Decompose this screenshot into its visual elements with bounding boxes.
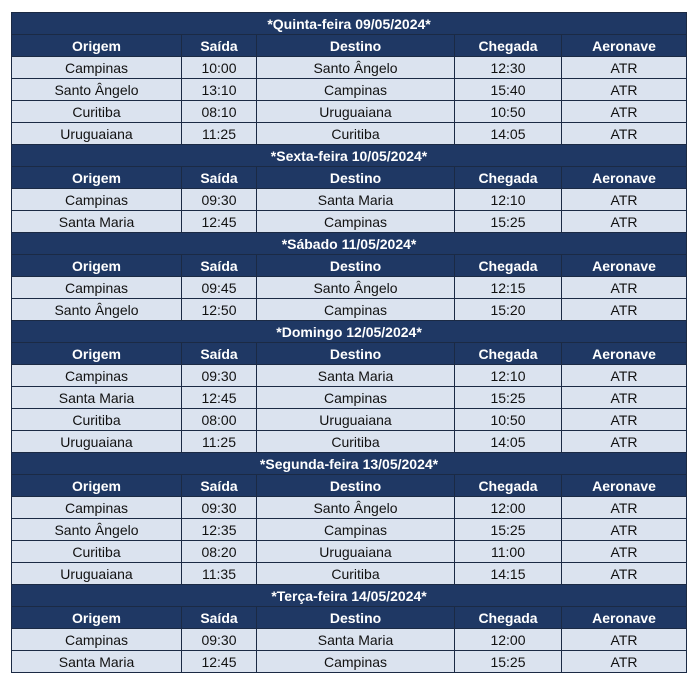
column-header-arrival: Chegada — [455, 35, 562, 57]
cell-aircraft: ATR — [562, 651, 687, 673]
cell-departure: 10:00 — [182, 57, 257, 79]
column-header-departure: Saída — [182, 475, 257, 497]
column-header-arrival: Chegada — [455, 475, 562, 497]
cell-origin: Campinas — [12, 365, 182, 387]
cell-origin: Campinas — [12, 57, 182, 79]
cell-aircraft: ATR — [562, 519, 687, 541]
table-row — [12, 79, 687, 101]
cell-arrival: 12:00 — [455, 629, 562, 651]
day-title: *Segunda-feira 13/05/2024* — [12, 453, 687, 475]
table-row — [12, 651, 687, 673]
cell-aircraft: ATR — [562, 563, 687, 585]
cell-origin: Campinas — [12, 497, 182, 519]
column-header-origin: Origem — [12, 343, 182, 365]
column-header-arrival: Chegada — [455, 343, 562, 365]
cell-arrival: 12:10 — [455, 189, 562, 211]
cell-destination: Santo Ângelo — [257, 497, 455, 519]
cell-departure: 11:35 — [182, 563, 257, 585]
cell-arrival: 15:25 — [455, 387, 562, 409]
column-header-destination: Destino — [257, 167, 455, 189]
cell-destination: Uruguaiana — [257, 541, 455, 563]
cell-arrival: 11:00 — [455, 541, 562, 563]
cell-origin: Campinas — [12, 189, 182, 211]
cell-destination: Santo Ângelo — [257, 277, 455, 299]
cell-arrival: 12:10 — [455, 365, 562, 387]
column-header-destination: Destino — [257, 343, 455, 365]
cell-departure: 09:30 — [182, 365, 257, 387]
cell-origin: Uruguaiana — [12, 431, 182, 453]
column-header-origin: Origem — [12, 607, 182, 629]
column-header-destination: Destino — [257, 255, 455, 277]
column-header-row — [12, 255, 687, 277]
cell-origin: Santa Maria — [12, 211, 182, 233]
table-row — [12, 541, 687, 563]
cell-arrival: 14:05 — [455, 123, 562, 145]
column-header-aircraft: Aeronave — [562, 475, 687, 497]
day-title: *Quinta-feira 09/05/2024* — [12, 13, 687, 35]
table-row — [12, 57, 687, 79]
cell-aircraft: ATR — [562, 211, 687, 233]
cell-departure: 08:00 — [182, 409, 257, 431]
column-header-row — [12, 475, 687, 497]
cell-departure: 08:20 — [182, 541, 257, 563]
cell-destination: Campinas — [257, 387, 455, 409]
day-header-row — [12, 233, 687, 255]
cell-origin: Campinas — [12, 277, 182, 299]
table-row — [12, 101, 687, 123]
cell-aircraft: ATR — [562, 189, 687, 211]
cell-destination: Curitiba — [257, 563, 455, 585]
day-title: *Sábado 11/05/2024* — [12, 233, 687, 255]
cell-destination: Santo Ângelo — [257, 57, 455, 79]
cell-destination: Campinas — [257, 519, 455, 541]
cell-arrival: 15:25 — [455, 519, 562, 541]
cell-departure: 12:50 — [182, 299, 257, 321]
column-header-destination: Destino — [257, 35, 455, 57]
cell-origin: Uruguaiana — [12, 123, 182, 145]
cell-aircraft: ATR — [562, 101, 687, 123]
cell-aircraft: ATR — [562, 431, 687, 453]
column-header-row — [12, 607, 687, 629]
column-header-aircraft: Aeronave — [562, 343, 687, 365]
cell-arrival: 15:40 — [455, 79, 562, 101]
column-header-departure: Saída — [182, 35, 257, 57]
cell-destination: Curitiba — [257, 431, 455, 453]
cell-aircraft: ATR — [562, 365, 687, 387]
cell-origin: Curitiba — [12, 409, 182, 431]
table-row — [12, 563, 687, 585]
schedule-body — [12, 13, 687, 673]
cell-departure: 08:10 — [182, 101, 257, 123]
flight-schedule — [11, 12, 686, 673]
cell-departure: 11:25 — [182, 123, 257, 145]
column-header-departure: Saída — [182, 255, 257, 277]
column-header-origin: Origem — [12, 475, 182, 497]
cell-destination: Uruguaiana — [257, 101, 455, 123]
column-header-aircraft: Aeronave — [562, 255, 687, 277]
column-header-destination: Destino — [257, 607, 455, 629]
column-header-arrival: Chegada — [455, 255, 562, 277]
table-row — [12, 123, 687, 145]
day-header-row — [12, 585, 687, 607]
cell-origin: Santo Ângelo — [12, 519, 182, 541]
cell-arrival: 15:25 — [455, 211, 562, 233]
column-header-destination: Destino — [257, 475, 455, 497]
column-header-aircraft: Aeronave — [562, 607, 687, 629]
column-header-arrival: Chegada — [455, 607, 562, 629]
cell-arrival: 12:00 — [455, 497, 562, 519]
cell-destination: Campinas — [257, 299, 455, 321]
day-header-row — [12, 145, 687, 167]
day-header-row — [12, 321, 687, 343]
cell-aircraft: ATR — [562, 57, 687, 79]
cell-departure: 11:25 — [182, 431, 257, 453]
cell-departure: 12:45 — [182, 387, 257, 409]
cell-origin: Curitiba — [12, 541, 182, 563]
column-header-departure: Saída — [182, 343, 257, 365]
cell-origin: Campinas — [12, 629, 182, 651]
cell-departure: 09:45 — [182, 277, 257, 299]
day-title: *Domingo 12/05/2024* — [12, 321, 687, 343]
cell-arrival: 10:50 — [455, 101, 562, 123]
cell-destination: Curitiba — [257, 123, 455, 145]
cell-aircraft: ATR — [562, 79, 687, 101]
column-header-row — [12, 35, 687, 57]
table-row — [12, 387, 687, 409]
table-row — [12, 497, 687, 519]
cell-destination: Campinas — [257, 211, 455, 233]
cell-arrival: 12:30 — [455, 57, 562, 79]
column-header-aircraft: Aeronave — [562, 35, 687, 57]
schedule-table — [11, 12, 687, 673]
cell-departure: 12:45 — [182, 211, 257, 233]
cell-aircraft: ATR — [562, 387, 687, 409]
cell-arrival: 15:25 — [455, 651, 562, 673]
cell-arrival: 12:15 — [455, 277, 562, 299]
cell-aircraft: ATR — [562, 123, 687, 145]
column-header-origin: Origem — [12, 255, 182, 277]
day-title: *Terça-feira 14/05/2024* — [12, 585, 687, 607]
cell-destination: Santa Maria — [257, 189, 455, 211]
cell-origin: Santa Maria — [12, 387, 182, 409]
cell-departure: 12:35 — [182, 519, 257, 541]
cell-destination: Campinas — [257, 79, 455, 101]
table-row — [12, 519, 687, 541]
cell-departure: 13:10 — [182, 79, 257, 101]
table-row — [12, 431, 687, 453]
cell-origin: Santa Maria — [12, 651, 182, 673]
table-row — [12, 299, 687, 321]
table-row — [12, 409, 687, 431]
column-header-row — [12, 167, 687, 189]
cell-origin: Santo Ângelo — [12, 79, 182, 101]
cell-aircraft: ATR — [562, 541, 687, 563]
cell-aircraft: ATR — [562, 629, 687, 651]
cell-destination: Santa Maria — [257, 629, 455, 651]
table-row — [12, 189, 687, 211]
cell-aircraft: ATR — [562, 409, 687, 431]
cell-arrival: 15:20 — [455, 299, 562, 321]
cell-departure: 12:45 — [182, 651, 257, 673]
cell-origin: Curitiba — [12, 101, 182, 123]
cell-arrival: 14:05 — [455, 431, 562, 453]
table-row — [12, 211, 687, 233]
table-row — [12, 629, 687, 651]
cell-origin: Uruguaiana — [12, 563, 182, 585]
cell-destination: Campinas — [257, 651, 455, 673]
cell-departure: 09:30 — [182, 189, 257, 211]
cell-departure: 09:30 — [182, 497, 257, 519]
column-header-row — [12, 343, 687, 365]
cell-arrival: 14:15 — [455, 563, 562, 585]
table-row — [12, 277, 687, 299]
column-header-departure: Saída — [182, 167, 257, 189]
column-header-arrival: Chegada — [455, 167, 562, 189]
cell-aircraft: ATR — [562, 277, 687, 299]
cell-departure: 09:30 — [182, 629, 257, 651]
cell-destination: Santa Maria — [257, 365, 455, 387]
column-header-origin: Origem — [12, 35, 182, 57]
column-header-departure: Saída — [182, 607, 257, 629]
cell-origin: Santo Ângelo — [12, 299, 182, 321]
day-title: *Sexta-feira 10/05/2024* — [12, 145, 687, 167]
day-header-row — [12, 453, 687, 475]
cell-aircraft: ATR — [562, 299, 687, 321]
cell-arrival: 10:50 — [455, 409, 562, 431]
column-header-aircraft: Aeronave — [562, 167, 687, 189]
cell-aircraft: ATR — [562, 497, 687, 519]
cell-destination: Uruguaiana — [257, 409, 455, 431]
table-row — [12, 365, 687, 387]
day-header-row — [12, 13, 687, 35]
column-header-origin: Origem — [12, 167, 182, 189]
